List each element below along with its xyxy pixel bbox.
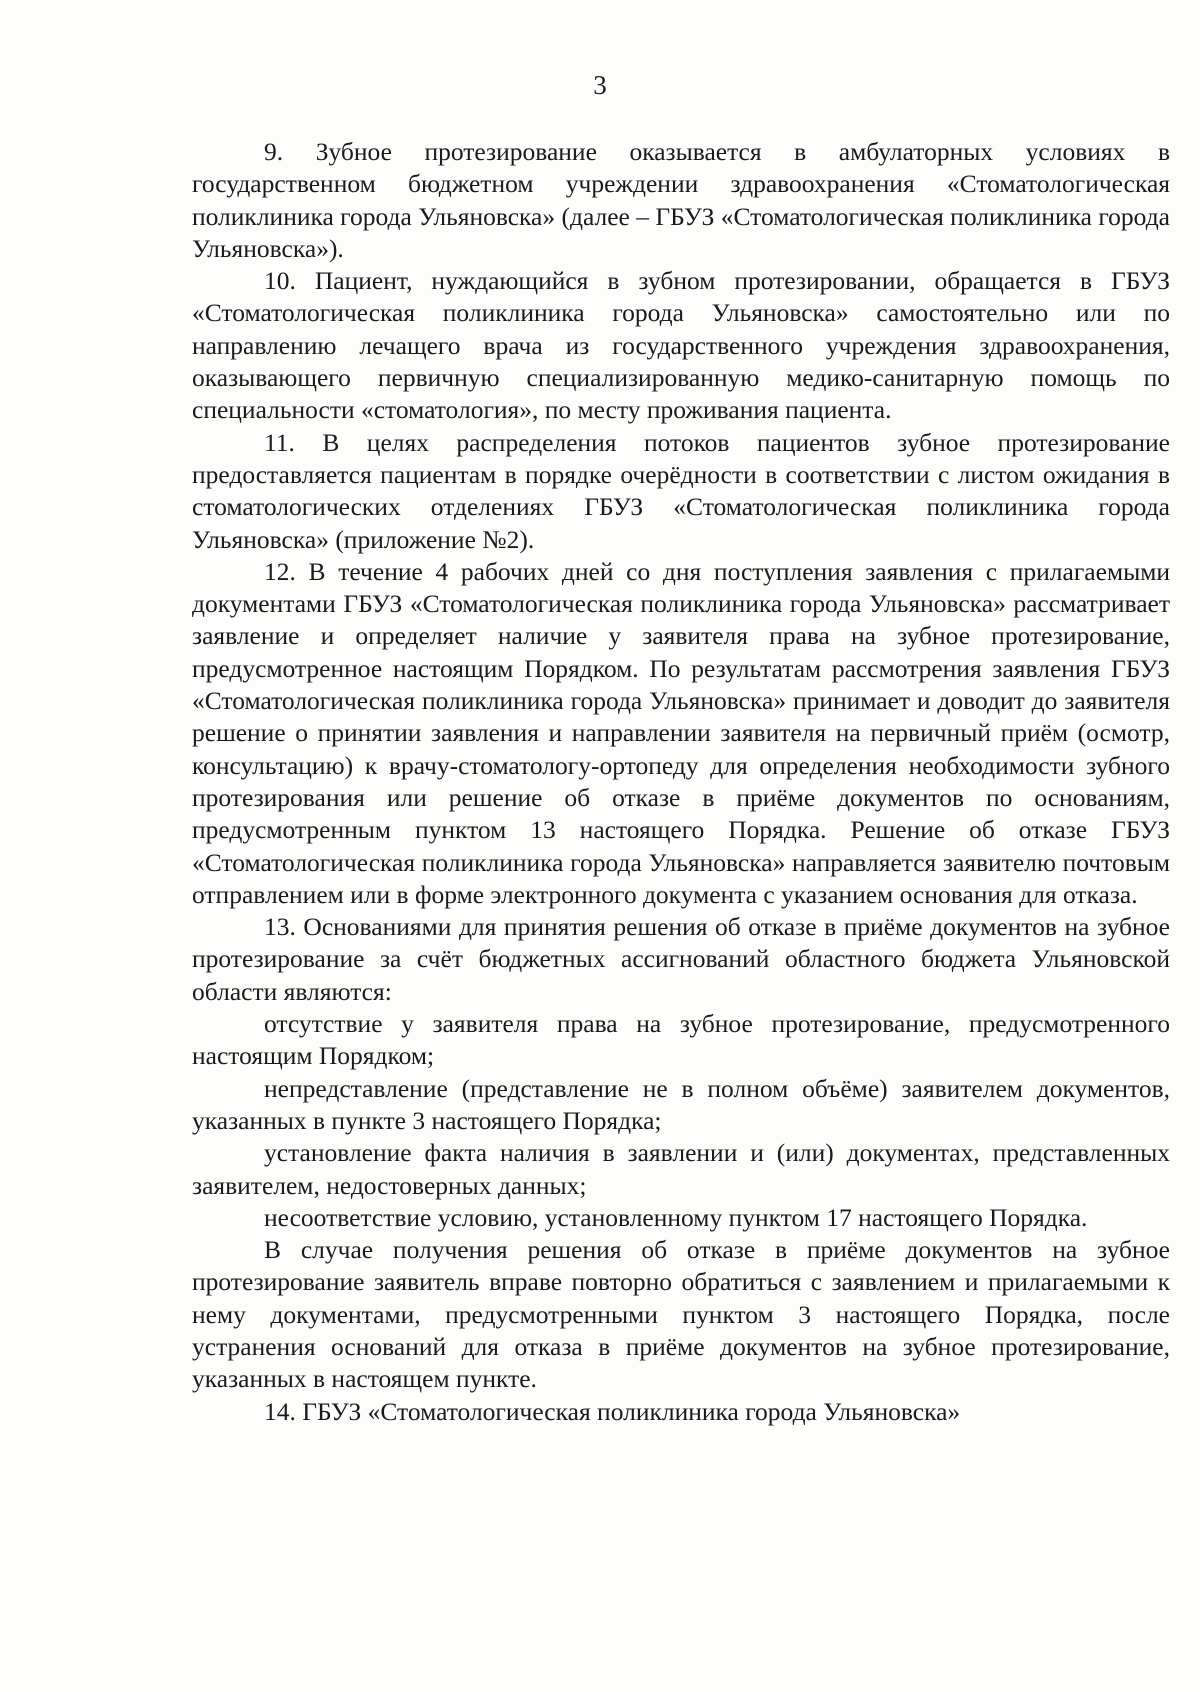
paragraph-13: 13. Основаниями для принятия решения об отказе в приёме документов на зубное протезирование за счёт бюджетных ассигнований областного бюджета Ульяновской области являются: [192,912,1170,1006]
list-item-no-right: отсутствие у заявителя права на зубное протезирование, предусмотренного настоящим Порядком; [192,1009,1170,1071]
paragraph-reapply: В случае получения решения об отказе в приёме документов на зубное протезирование заявитель вправе повторно обратиться с заявлением и прилагаемыми к нему документами, предусмотренными пунктом 3 настоящего Порядка, после устранения оснований для отказа в приёме документов на зубное протезирование, указанных в настоящем пункте. [192,1235,1170,1394]
document-body [192,136,1170,1428]
paragraph-11: 11. В целях распределения потоков пациентов зубное протезирование предоставляется пациентам в порядке очерёдности в соответствии с листом ожидания в стоматологических отделениях ГБУЗ «Стоматологическая поликлиника города Ульяновска» (приложение №2). [192,427,1170,554]
paragraph-14: 14. ГБУЗ «Стоматологическая поликлиника города Ульяновска» [264,1396,961,1426]
paragraph-12: 12. В течение 4 рабочих дней со дня поступления заявления с прилагаемыми документами ГБУЗ «Стоматологическая поликлиника города Ульяновска» рассматривает заявление и определяет наличие у заявителя права на зубное протезирование, предусмотренное настоящим Порядком. По результатам рассмотрения заявления ГБУЗ «Стоматологическая поликлиника города Ульяновска» принимает и доводит до заявителя решение о принятии заявления и направлении заявителя на первичный приём (осмотр, консультацию) к врачу-стоматологу-ортопеду для определения необходимости зубного протезирования или решение об отказе в приёме документов по основаниям, предусмотренным пунктом 13 настоящего Порядка. Решение об отказе ГБУЗ «Стоматологическая поликлиника города Ульяновска» направляется заявителю почтовым отправлением или в форме электронного документа с указанием основания для отказа. [192,556,1170,909]
list-item-incomplete-documents: непредставление (представление не в полном объёме) заявителем документов, указанных в пункте 3 настоящего Порядка; [192,1073,1170,1135]
paragraph-9: 9. Зубное протезирование оказывается в амбулаторных условиях в государственном бюджетном учреждении здравоохранения «Стоматологическая поликлиника города Ульяновска» (далее – ГБУЗ «Стоматологическая поликлиника города Ульяновска»). [192,137,1170,263]
list-item-false-data: установление факта наличия в заявлении и (или) документах, представленных заявителем, недостоверных данных; [192,1138,1170,1200]
page-number: 3 [593,70,607,100]
paragraph-10: 10. Пациент, нуждающийся в зубном протезировании, обращается в ГБУЗ «Стоматологическая поликлиника города Ульяновска» самостоятельно или по направлению лечащего врача из государственного учреждения здравоохранения, оказывающего первичную специализированную медико-санитарную помощь по специальности «стоматология», по месту проживания пациента. [192,266,1170,425]
list-item-condition-mismatch: несоответствие условию, установленному пунктом 17 настоящего Порядка. [264,1202,1088,1232]
